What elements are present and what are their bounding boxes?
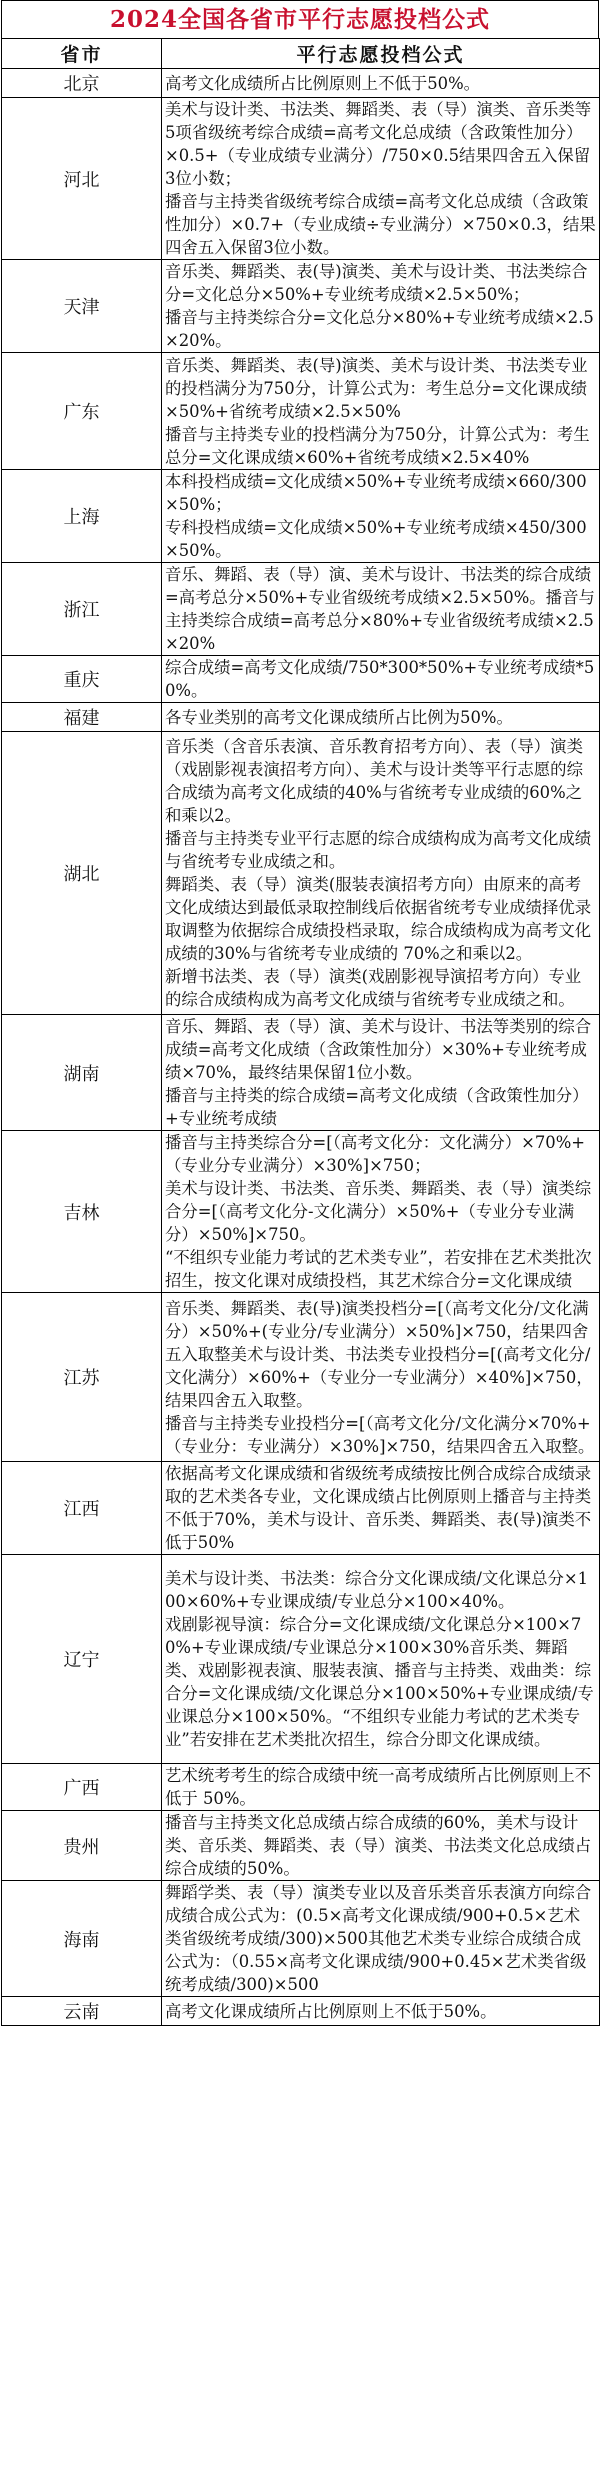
table-row [2,1997,600,2026]
formula-line: 美术与设计类、书法类：综合分文化课成绩/文化课总分×100×60%+专业课成绩/专业总分×100×40%。 [165,1569,589,1611]
formula-line: 各专业类别的高考文化课成绩所占比例为50%。 [165,707,513,727]
table-body [2,69,600,2026]
province-cell: 贵州 [2,1811,162,1881]
formula-line: 专科投档成绩=文化成绩×50%+专业统考成绩×450/300×50%。 [165,518,587,560]
table-row [2,260,600,353]
province-cell: 湖南 [2,1015,162,1131]
formula-cell [162,1811,600,1881]
formula-cell [162,260,600,353]
formula-line: 舞蹈学类、表（导）演类专业以及音乐类音乐表演方向综合成绩合成公式为：(0.5×高考文化课成绩/900+0.5×艺术类省级统考成绩/300)×500其他艺术类专业综合成绩合成公式为：（0.55×高考文化课成绩/900+0.45×艺术类省级统考成绩/300)×500 [165,1883,592,1994]
formula-line: 播音与主持类的综合成绩=高考文化成绩（含政策性加分）+专业统考成绩 [165,1086,589,1128]
province-cell: 江苏 [2,1293,162,1462]
formula-cell [162,1881,600,1997]
formula-line: 美术与设计类、书法类、舞蹈类、表（导）演类、音乐类等5项省级统考综合成绩=高考文化总成绩（含政策性加分）×0.5+（专业成绩专业满分）/750×0.5结果四舍五入保留3位小数； [165,100,592,188]
formula-line: 新增书法类、表（导）演类(戏剧影视导演招考方向）专业的综合成绩构成为高考文化成绩与省统考专业成绩之和。 [165,967,582,1009]
table-row [2,1015,600,1131]
formula-cell [162,1131,600,1293]
formula-cell [162,1764,600,1811]
formula-cell [162,703,600,732]
table-row [2,1764,600,1811]
table-row [2,656,600,703]
table-row [2,1811,600,1881]
formula-line: 播音与主持类专业平行志愿的综合成绩构成为高考文化成绩与省统考专业成绩之和。 [165,829,592,871]
province-cell: 广东 [2,353,162,470]
formula-cell [162,1555,600,1764]
formula-line: 舞蹈类、表（导）演类(服装表演招考方向）由原来的高考文化成绩达到最低录取控制线后依据省统考专业成绩择优录取调整为依据综合成绩投档录取，综合成绩构成为高考文化成绩的30%与省统考专业成绩的 70%之和乘以2。 [165,875,592,963]
table-row [2,98,600,260]
province-cell: 重庆 [2,656,162,703]
formula-line: 戏剧影视导演：综合分=文化课成绩/文化课总分×100×70%+专业课成绩/专业课总分×100×30%音乐类、舞蹈类、戏剧影视表演、服装表演、播音与主持类、戏曲类：综合分=文化课成绩/文化课总分×100×50%+专业课成绩/专业课总分×100×50%。“不组织专业能力考试的艺术类专业”若安排在艺术类批次招生，综合分即文化课成绩。 [165,1615,594,1749]
formula-line: 音乐、舞蹈、表（导）演、美术与设计、书法类的综合成绩=高考总分×50%+专业省级统考成绩×2.5×50%。播音与主持类综合成绩=高考总分×80%+专业省级统考成绩×2.5×20% [165,565,595,653]
province-cell: 吉林 [2,1131,162,1293]
formula-line: 音乐类、舞蹈类、表(导)演类投档分=[（高考文化分/文化满分）×50%+(专业分/专业满分）×50%]×750，结果四舍五入取整美术与设计类、书法类专业投档分=[(高考文化分/文化满分）×60%+（专业分一专业满分）×40%]×750，结果四舍五入取整。 [165,1298,593,1410]
formula-line: 综合成绩=高考文化成绩/750*300*50%+专业统考成绩*50%。 [165,658,595,700]
table-row [2,563,600,656]
table-row [2,1293,600,1462]
province-cell: 湖北 [2,732,162,1015]
formula-line: 依据高考文化课成绩和省级统考成绩按比例合成综合成绩录取的艺术类各专业，文化课成绩占比例原则上播音与主持类不低于70%，美术与设计、音乐类、舞蹈类、表(导)演类不低于50% [165,1464,592,1552]
formula-line: 音乐、舞蹈、表（导）演、美术与设计、书法等类别的综合成绩=高考文化成绩（含政策性加分）×30%+专业统考成绩×70%，最终结果保留1位小数。 [165,1017,592,1082]
province-cell: 江西 [2,1462,162,1555]
table-row [2,703,600,732]
formula-line: 播音与主持类文化总成绩占综合成绩的60%，美术与设计类、音乐类、舞蹈类、表（导）演类、书法类文化总成绩占综合成绩的50%。 [165,1813,592,1878]
table-row [2,1131,600,1293]
formula-line: 高考文化课成绩所占比例原则上不低于50%。 [165,2001,497,2021]
province-cell: 辽宁 [2,1555,162,1764]
formula-cell [162,1015,600,1131]
formula-line: 艺术统考考生的综合成绩中统一高考成绩所占比例原则上不低于 50%。 [165,1766,592,1808]
formula-cell [162,563,600,656]
table-row [2,1462,600,1555]
formula-table [1,38,600,2026]
formula-cell [162,470,600,563]
province-cell: 海南 [2,1881,162,1997]
table-row [2,732,600,1015]
province-cell: 浙江 [2,563,162,656]
province-cell: 天津 [2,260,162,353]
formula-cell [162,69,600,98]
province-cell: 福建 [2,703,162,732]
formula-cell [162,656,600,703]
table-row [2,1881,600,1997]
formula-line: “不组织专业能力考试的艺术类专业”，若安排在艺术类批次招生，按文化课对成绩投档，其艺术综合分=文化课成绩 [165,1248,592,1290]
formula-cell [162,98,600,260]
formula-line: 本科投档成绩=文化成绩×50%+专业统考成绩×660/300×50%； [165,472,587,514]
formula-line: 美术与设计类、书法类、音乐类、舞蹈类、表（导）演类综合分=[（高考文化分-文化满分）×50%+（专业分专业满分）×50%]×750。 [165,1179,592,1244]
formula-line: 播音与主持类专业的投档满分为750分，计算公式为：考生总分=文化课成绩×60%+省统考成绩×2.5×40% [165,424,590,467]
formula-cell [162,732,600,1015]
formula-line: 音乐类（含音乐表演、音乐教育招考方向）、表（导）演类（戏剧影视表演招考方向）、美术与设计类等平行志愿的综合成绩为高考文化成绩的40%与省统考专业成绩的60%之和乘以2。 [165,737,583,825]
table-row [2,470,600,563]
table-header-row [2,39,600,69]
province-cell: 河北 [2,98,162,260]
formula-cell [162,1997,600,2026]
province-cell: 北京 [2,69,162,98]
formula-line: 播音与主持类综合分=文化总分×80%+专业统考成绩×2.5×20%。 [165,308,594,350]
formula-line: 播音与主持类省级统考综合成绩=高考文化总成绩（含政策性加分）×0.7+（专业成绩÷专业满分）×750×0.3，结果四舍五入保留3位小数。 [165,192,596,257]
formula-line: 高考文化成绩所占比例原则上不低于50%。 [165,73,481,93]
formula-cell [162,1462,600,1555]
table-row [2,353,600,470]
province-cell: 上海 [2,470,162,563]
header-formula: 平行志愿投档公式 [162,39,600,69]
formula-line: 音乐类、舞蹈类、表(导)演类、美术与设计类、书法类综合分=文化总分×50%+专业统考成绩×2.5×50%； [165,262,588,304]
table-row [2,69,600,98]
formula-line: 播音与主持类专业投档分=[（高考文化分/文化满分×70%+（专业分：专业满分）×30%]×750，结果四舍五入取整。 [165,1413,595,1456]
table-row [2,1555,600,1764]
formula-cell [162,1293,600,1462]
formula-line: 播音与主持类综合分=[（高考文化分：文化满分）×70%+（专业分专业满分）×30%]×750； [165,1133,586,1175]
formula-line: 音乐类、舞蹈类、表(导)演类、美术与设计类、书法类专业的投档满分为750分，计算公式为：考生总分=文化课成绩×50%+省统考成绩×2.5×50% [165,355,588,421]
page-title: 2024全国各省市平行志愿投档公式 [1,0,599,38]
formula-cell [162,353,600,470]
header-province: 省市 [2,39,162,69]
province-cell: 云南 [2,1997,162,2026]
province-cell: 广西 [2,1764,162,1811]
